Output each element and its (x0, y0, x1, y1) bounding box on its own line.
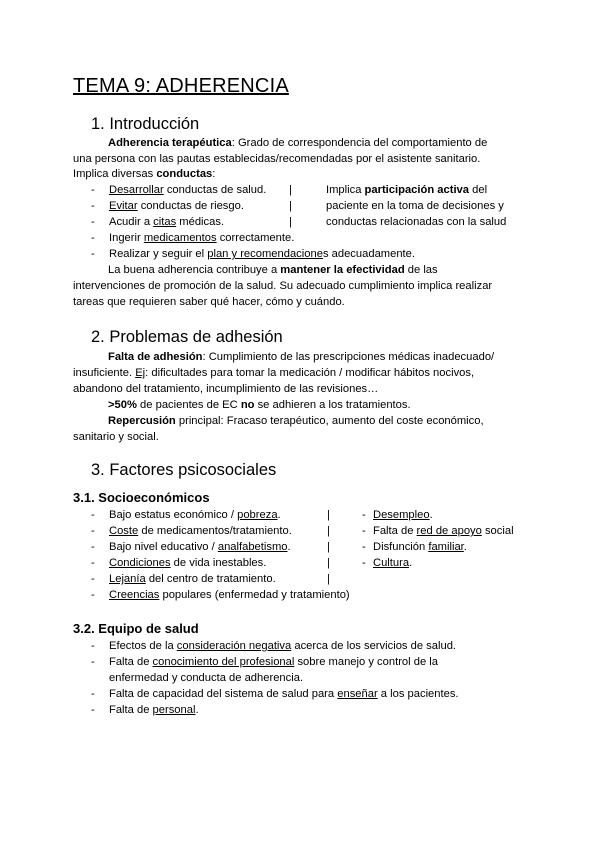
s2-para2 (108, 398, 411, 414)
list-item-text: conductas de riesgo. (137, 200, 244, 212)
list-item-text: de vida inestables. (170, 557, 267, 569)
list-item (109, 572, 276, 588)
column-separator: | (327, 557, 330, 569)
list-item (373, 556, 412, 572)
list-item-key: Coste (109, 525, 139, 537)
stat-percent: >50% (108, 399, 137, 411)
dash: - (91, 573, 95, 585)
s1-p1-l3-post: : (212, 168, 216, 180)
dash: - (362, 541, 366, 553)
s1-para1-line2: una persona con las pautas establecidas/recomendadas por el asistente sanitario. (73, 153, 481, 165)
list-item-pre: Bajo estatus económico / (109, 509, 238, 521)
s1-p2-pre: La buena adherencia contribuye a (108, 264, 281, 276)
dash: - (91, 184, 95, 196)
dash: - (91, 509, 95, 521)
dash: - (91, 656, 95, 668)
list-item-key: Evitar (109, 200, 138, 212)
list-item-key: Condiciones (109, 557, 171, 569)
list-item-key: consideración negativa (176, 640, 292, 652)
term-conductas: conductas (156, 168, 213, 180)
list-item (109, 540, 291, 556)
s1-p1-l1-rest: : Grado de correspondencia del comportamiento de (231, 137, 488, 149)
s2-para3-line1 (108, 414, 484, 430)
list-item-key: citas (153, 216, 177, 228)
s1-p1-l3-pre: Implica diversas (73, 168, 157, 180)
list-item (109, 556, 266, 572)
s1-para1-line1 (108, 136, 487, 152)
page-title: TEMA 9: ADHERENCIA (73, 75, 289, 97)
list-item (109, 247, 415, 263)
side-note-post: del (469, 184, 488, 196)
dash: - (91, 216, 95, 228)
term-participacion: participación activa (364, 184, 470, 196)
list-item-text: s adecuadamente. (322, 248, 415, 260)
dash: - (91, 640, 95, 652)
dash: - (91, 200, 95, 212)
s2-p1-l2-pre: insuficiente. (73, 367, 136, 379)
side-note-line2: paciente en la toma de decisiones y (326, 200, 504, 212)
list-item-text: . (277, 509, 281, 521)
list-item-pre: Realizar y seguir el (109, 248, 208, 260)
list-item-key: Desempleo (373, 509, 430, 521)
s2-para1-line2 (73, 366, 474, 382)
list-item (373, 524, 514, 540)
s2-para1-line3: abandono del tratamiento, incumplimiento de las revisiones… (73, 383, 379, 395)
list-item-text: social (481, 525, 514, 537)
dash: - (91, 704, 95, 716)
list-item (109, 655, 438, 671)
s1-para2-line2: intervenciones de promoción de la salud. Su adecuado cumplimiento implica realizar (73, 280, 493, 292)
dash: - (91, 541, 95, 553)
list-item-text: del centro de tratamiento. (145, 573, 276, 585)
list-item-text: . (463, 541, 467, 553)
list-item-continuation: enfermedad y conducta de adherencia. (109, 672, 304, 684)
list-item-key: Creencias (109, 589, 160, 601)
dash: - (91, 589, 95, 601)
column-separator: | (289, 216, 292, 228)
list-item-text: . (429, 509, 433, 521)
list-item-pre: Bajo nivel educativo / (109, 541, 218, 553)
list-item (109, 687, 459, 703)
list-item (109, 703, 199, 719)
s2-para1-line1 (108, 350, 494, 366)
list-item-text: acerca de los servicios de salud. (291, 640, 457, 652)
list-item (373, 540, 467, 556)
list-item-key: Lejanía (109, 573, 146, 585)
column-separator: | (327, 541, 330, 553)
dash: - (362, 509, 366, 521)
list-item (109, 639, 456, 655)
list-item-key: red de apoyo (416, 525, 482, 537)
list-item (109, 231, 294, 247)
list-item-key: personal (152, 704, 196, 716)
list-item-text: . (195, 704, 199, 716)
s2-p2-no: no (240, 399, 255, 411)
list-item (373, 508, 433, 524)
list-item (109, 215, 224, 231)
s1-para2-line1 (108, 263, 438, 279)
column-separator: | (327, 525, 330, 537)
s2-p3-rest: principal: Fracaso terapéutico, aumento del coste económico, (175, 415, 484, 427)
s2-p2-rest: se adhieren a los tratamientos. (254, 399, 411, 411)
column-separator: | (289, 184, 292, 196)
section-3-heading: 3. Factores psicosociales (91, 461, 277, 479)
list-item-pre: Efectos de la (109, 640, 177, 652)
term-falta-adhesion: Falta de adhesión (108, 351, 203, 363)
dash: - (362, 557, 366, 569)
term-repercusion: Repercusión (108, 415, 176, 427)
list-item-key: plan y recomendacione (207, 248, 323, 260)
list-item-text: a los pacientes. (377, 688, 459, 700)
s1-p2-post: de las (404, 264, 438, 276)
dash: - (91, 688, 95, 700)
list-item-text: sobre manejo y control de la (294, 656, 438, 668)
column-separator: | (327, 573, 330, 585)
list-item-text: . (409, 557, 413, 569)
dash: - (91, 525, 95, 537)
list-item-key: familiar (428, 541, 464, 553)
subsection-3-2-heading: 3.2. Equipo de salud (73, 621, 199, 636)
section-1-heading: 1. Introducción (91, 115, 200, 133)
list-item-text: conductas de salud. (163, 184, 267, 196)
list-item-pre: Ingerir (109, 232, 144, 244)
dash: - (91, 557, 95, 569)
s1-para1-line3 (73, 167, 215, 183)
section-2-heading: 2. Problemas de adhesión (91, 328, 283, 346)
list-item-pre: Falta de (109, 704, 153, 716)
term-efectividad: mantener la efectividad (280, 264, 405, 276)
s2-p1-rest: : Cumplimiento de las prescripciones médicas inadecuado/ (202, 351, 495, 363)
list-item-pre: Disfunción (373, 541, 429, 553)
list-item-text: correctamente. (216, 232, 295, 244)
s2-p2-mid: de pacientes de EC (136, 399, 241, 411)
s2-p1-l2-rest: : dificultades para tomar la medicación / modificar hábitos nocivos, (145, 367, 475, 379)
list-item-key: Desarrollar (109, 184, 164, 196)
list-item-pre: Acudir a (109, 216, 154, 228)
list-item-key: pobreza (237, 509, 278, 521)
side-note-line3: conductas relacionadas con la salud (326, 216, 507, 228)
list-item (109, 199, 244, 215)
s2-p1-ej: Ej (135, 367, 146, 379)
list-item (109, 524, 292, 540)
side-note-pre: Implica (326, 184, 365, 196)
term-adherencia: Adherencia terapéutica (108, 137, 232, 149)
dash: - (362, 525, 366, 537)
column-separator: | (327, 509, 330, 521)
dash: - (91, 248, 95, 260)
list-item (109, 183, 266, 199)
list-item-pre: Falta de capacidad del sistema de salud para (109, 688, 338, 700)
list-item-key: medicamentos (143, 232, 217, 244)
list-item-key: Cultura (373, 557, 410, 569)
list-item-pre: Falta de (109, 656, 153, 668)
list-item-key: enseñar (337, 688, 378, 700)
list-item (109, 508, 281, 524)
column-separator: | (289, 200, 292, 212)
side-note-line1 (326, 183, 487, 199)
list-item-key: conocimiento del profesional (152, 656, 295, 668)
subsection-3-1-heading: 3.1. Socioeconómicos (73, 490, 210, 505)
list-item-text: populares (enfermedad y tratamiento) (159, 589, 350, 601)
list-item-key: analfabetismo (217, 541, 288, 553)
list-item (109, 588, 350, 604)
list-item-pre: Falta de (373, 525, 417, 537)
s2-para3-line2: sanitario y social. (73, 431, 159, 443)
list-item-text: . (287, 541, 291, 553)
s1-para2-line3: tareas que requieren saber qué hacer, cómo y cuándo. (73, 296, 345, 308)
list-item-text: de medicamentos/tratamiento. (138, 525, 292, 537)
dash: - (91, 232, 95, 244)
list-item-text: médicas. (176, 216, 225, 228)
